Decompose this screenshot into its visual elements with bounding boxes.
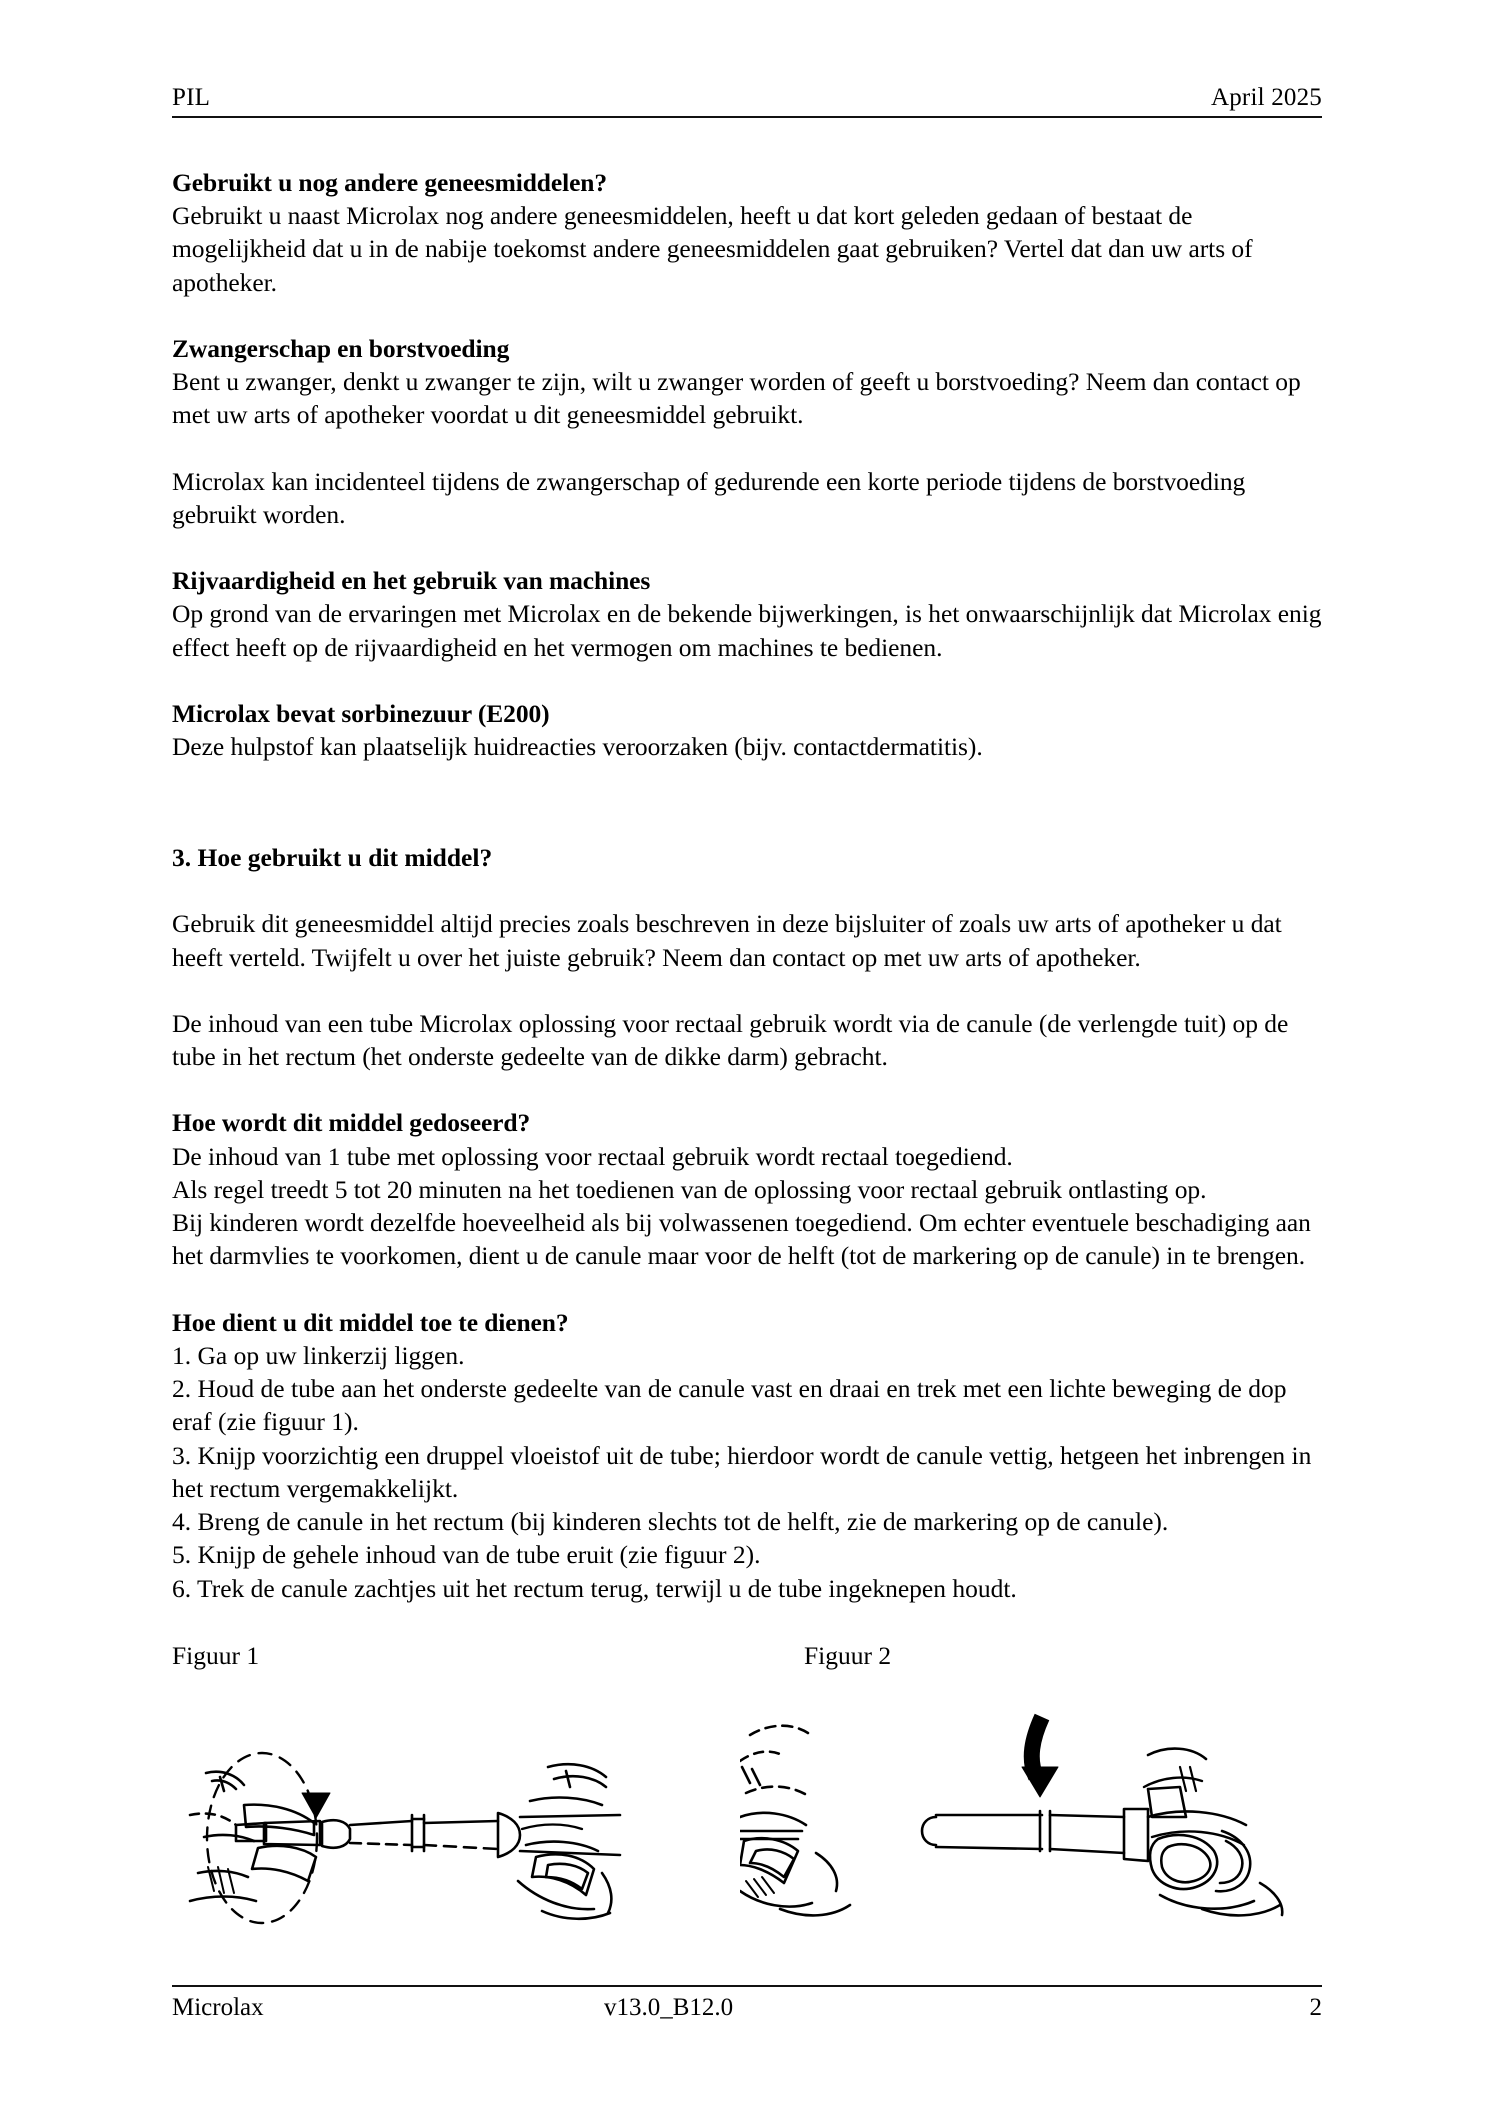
spacer (172, 874, 1332, 907)
heading-sorbic-acid: Microlax bevat sorbinezuur (E200) (172, 698, 550, 728)
paragraph-section3-1: Gebruik dit geneesmiddel altijd precies zoals beschreven in deze bijsluiter of zoals uw arts of apotheker u dat heeft verteld. Twijfelt u over het juiste gebruik? Neem dan contact op met uw arts of apotheker. (172, 909, 1282, 972)
document-body (172, 166, 1332, 1605)
spacer (172, 299, 1332, 332)
squeeze-tube-icon (740, 1705, 1300, 1975)
spacer (172, 1273, 1332, 1306)
paragraph-driving: Op grond van de ervaringen met Microlax en de bekende bijwerkingen, is het onwaarschijnlijk dat Microlax enig effect heeft op de rijvaardigheid en het vermogen om machines te bedienen. (172, 599, 1322, 662)
figure-1-caption: Figuur 1 (172, 1641, 260, 1670)
heading-pregnancy: Zwangerschap en borstvoeding (172, 333, 510, 363)
spacer (172, 664, 1332, 697)
list-item: 2. Houd de tube aan het onderste gedeelte van de canule vast en draai en trek met een lichte beweging de dop eraf (zie figuur 1). (172, 1374, 1287, 1437)
paragraph-dosing-3: Bij kinderen wordt dezelfde hoeveelheid als bij volwassenen toegediend. Om echter eventuele beschadiging aan het darmvlies te voorkomen, dient u de canule maar voor de helft (tot de markering op de canule) in te brengen. (172, 1208, 1311, 1271)
footer-product-name: Microlax (172, 1994, 264, 2021)
paragraph-other-medicines: Gebruikt u naast Microlax nog andere geneesmiddelen, heeft u dat kort geleden gedaan of bestaat de mogelijkheid dat u in de nabije toekomst andere geneesmiddelen gaat gebruiken? Vertel dat dan uw arts of apotheker. (172, 201, 1253, 297)
heading-administration: Hoe dient u dit middel toe te dienen? (172, 1307, 569, 1337)
spacer (172, 1073, 1332, 1106)
list-item: 5. Knijp de gehele inhoud van de tube eruit (zie figuur 2). (172, 1540, 761, 1570)
paragraph-pregnancy-2: Microlax kan incidenteel tijdens de zwangerschap of gedurende een korte periode tijdens de borstvoeding gebruikt worden. (172, 466, 1246, 529)
header-left-label: PIL (172, 84, 211, 111)
spacer (172, 432, 1332, 465)
list-item: 1. Ga op uw linkerzij liggen. (172, 1340, 465, 1370)
figure-area (150, 1705, 1350, 1985)
figure-1-illustration (150, 1705, 650, 1980)
figure-2-caption: Figuur 2 (804, 1641, 892, 1670)
spacer (172, 763, 1332, 841)
paragraph-section3-2: De inhoud van een tube Microlax oplossing voor rectaal gebruik wordt via de canule (de verlengde tuit) op de tube in het rectum (het onderste gedeelte van de dikke darm) gebracht. (172, 1008, 1289, 1072)
heading-dosing: Hoe wordt dit middel gedoseerd? (172, 1108, 531, 1138)
paragraph-dosing-1: De inhoud van 1 tube met oplossing voor rectaal gebruik wordt rectaal toegediend. (172, 1141, 1013, 1171)
list-item: 3. Knijp voorzichtig een druppel vloeistof uit de tube; hierdoor wordt de canule vettig, hetgeen het inbrengen in het rectum vergemakkelijkt. (172, 1440, 1312, 1503)
footer-page-number: 2 (1309, 1994, 1322, 2021)
list-item: 6. Trek de canule zachtjes uit het rectum terug, terwijl u de tube ingeknepen houdt. (172, 1573, 1017, 1603)
page-footer (172, 1985, 1322, 2032)
paragraph-sorbic-acid: Deze hulpstof kan plaatselijk huidreacties veroorzaken (bijv. contactdermatitis). (172, 731, 983, 761)
paragraph-pregnancy-1: Bent u zwanger, denkt u zwanger te zijn, wilt u zwanger worden of geeft u borstvoeding? Neem dan contact op met uw arts of apotheker voordat u dit geneesmiddel gebruikt. (172, 367, 1301, 430)
heading-driving: Rijvaardigheid en het gebruik van machines (172, 566, 651, 596)
twist-cap-off-icon (150, 1705, 650, 1975)
administration-steps-list (172, 1339, 1332, 1605)
list-item: 4. Breng de canule in het rectum (bij kinderen slechts tot de helft, zie de markering op de canule). (172, 1507, 1169, 1537)
heading-section-3: 3. Hoe gebruikt u dit middel? (172, 843, 493, 873)
footer-version-label: v13.0_B12.0 (604, 1994, 734, 2021)
figure-2-illustration (740, 1705, 1300, 1980)
spacer (172, 531, 1332, 564)
paragraph-dosing-2: Als regel treedt 5 tot 20 minuten na het toedienen van de oplossing voor rectaal gebruik ontlasting op. (172, 1174, 1207, 1204)
page-header (172, 84, 1322, 118)
spacer (172, 974, 1332, 1007)
header-date-label: April 2025 (1210, 84, 1322, 111)
heading-other-medicines: Gebruikt u nog andere geneesmiddelen? (172, 168, 608, 197)
